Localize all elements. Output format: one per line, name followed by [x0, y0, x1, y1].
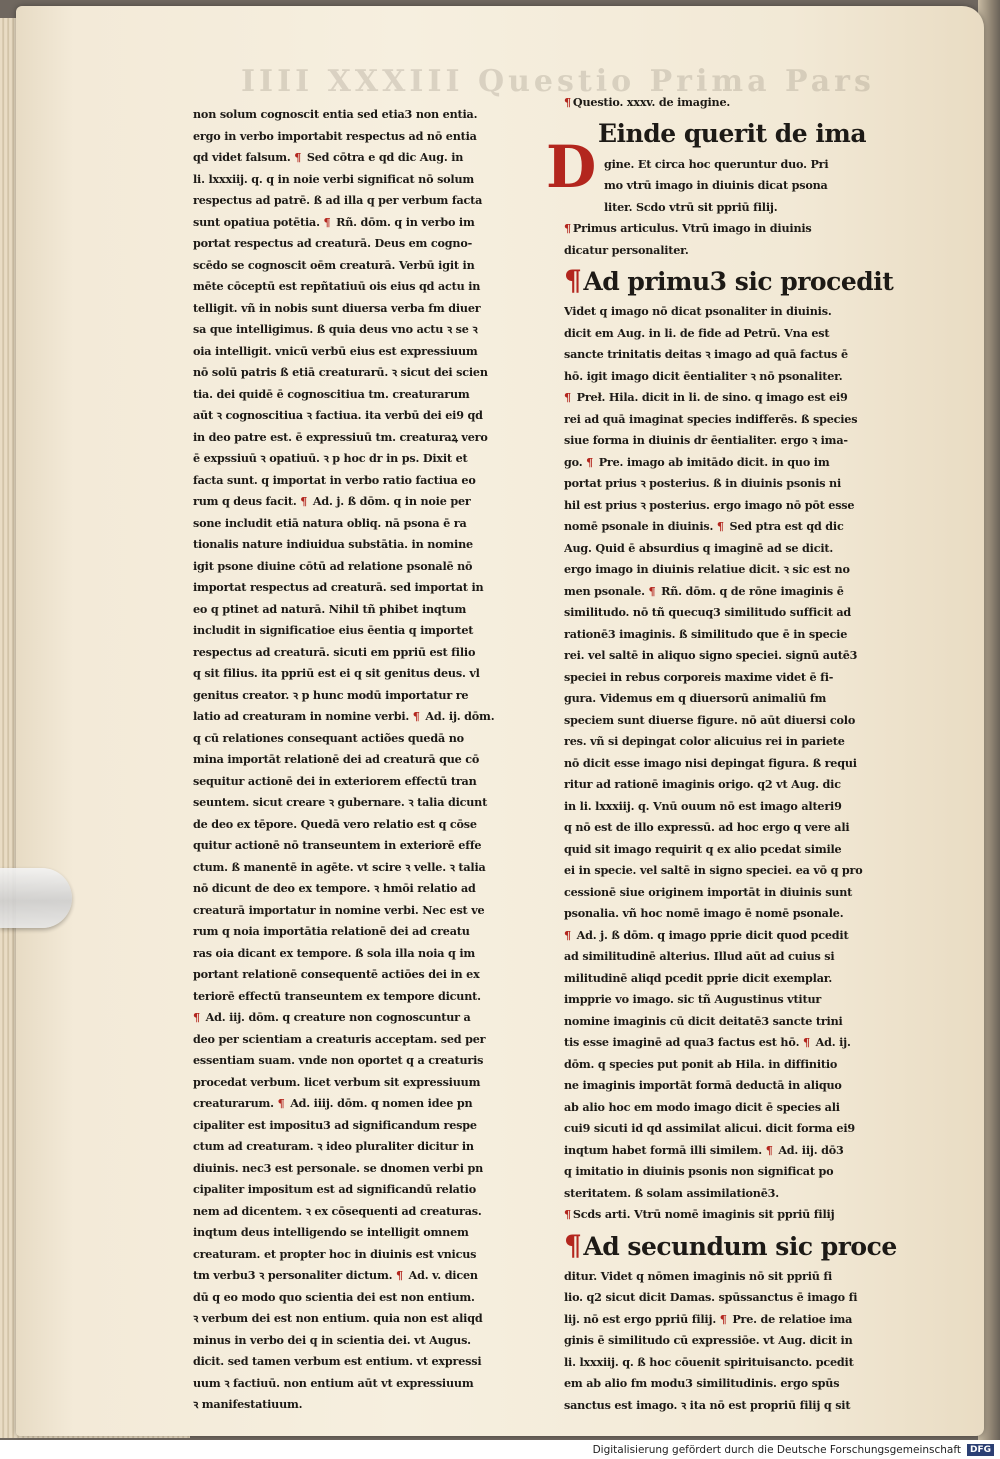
opening-block [546, 114, 912, 219]
text-line: mina importāt relationē dei ad creaturā que cō [193, 752, 480, 766]
paragraph-mark-icon: ¶ [716, 519, 724, 533]
text-line: tis esse imaginē ad qua3 factus est hō. ¶ Ad. ij. [564, 1035, 851, 1049]
text-line: q sit filius. ita ppriū est ei q sit genitus deus. vl [193, 666, 480, 680]
text-line: oia intelligit. vnicū verbū eius est expressiuum [193, 343, 478, 358]
text-line: rum q deus facit. ¶ Ad. j. ß dōm. q in noie per [193, 494, 471, 508]
text-line: hil est prius ꝛ posterius. ergo imago nō pōt esse [564, 497, 855, 512]
text-line: qd videt falsum. ¶ Sed cōtra e qd dic Aug. in [193, 150, 464, 164]
text-line: respectus ad patrē. ß ad illa q per verbum facta [193, 193, 483, 207]
text-line: ctum. ß manentē in agēte. vt scire ꝛ velle. ꝛ talia [193, 859, 486, 874]
text-line: mēte cōceptū est repñtatiuū ois eius qd actu in [193, 279, 481, 293]
text-line: nem ad dicentem. ꝛ ex cōsequenti ad creaturas. [193, 1203, 482, 1218]
text-line: ginis ē similitudo cū expressiōe. vt Aug. dicit in [564, 1333, 853, 1347]
text-line: facta sunt. q importat in verbo ratio factiua eo [193, 472, 476, 487]
text-line: scēdo se cognoscit oēm creaturā. Verbū igit in [193, 257, 475, 272]
text-line: ritur ad rationē imaginis origo. q2 vt Aug. dic [564, 777, 841, 791]
article-1-subtitle: dicatur personaliter. [564, 242, 689, 257]
text-line: ne imaginis importāt formā deductā in aliquo [564, 1078, 842, 1092]
text-line: essentiam suam. vnde non oportet q a creaturis [193, 1053, 484, 1067]
article-1-title: ¶ Primus articulus. Vtrū imago in diuinis [564, 221, 812, 235]
text-line: rei ad quā imaginat species indifferēs. ß species [564, 411, 858, 426]
paragraph-mark-icon: ¶ [802, 1035, 810, 1049]
text-line: dicit. sed tamen verbum est entium. vt expressi [193, 1354, 482, 1368]
paragraph-mark-icon: ¶ [300, 494, 308, 508]
text-line: de deo ex tēpore. Quedā vero relatio est q cōse [193, 816, 477, 831]
text-line: minus in verbo dei q in scientia dei. vt Augus. [193, 1332, 471, 1347]
text-line: hō. igit imago dicit ēentialiter ꝛ nō psonaliter. [564, 368, 843, 383]
text-line: rationē3 imaginis. ß similitudo que ē in specie [564, 626, 848, 641]
text-line: dōm. q species put ponit ab Hila. in diffinitio [564, 1056, 838, 1071]
text-line: speciem sunt diuerse figure. nō aūt diuersi colo [564, 712, 856, 727]
paragraph-mark-icon: ¶ [294, 150, 302, 164]
text-line: nomē psonale in diuinis. ¶ Sed ptra est qd dic [564, 519, 844, 533]
text-line: ras oia dicant ex tempore. ß sola illa noia q im [193, 945, 476, 960]
text-line: psonalia. vñ hoc nomē imago ē nomē psonale. [564, 906, 844, 920]
text-line: inqtum deus intelligendo se intelligit omnem [193, 1225, 469, 1239]
text-line: em ab alio fm modu3 similitudinis. ergo spūs [564, 1376, 840, 1390]
text-line: cipaliter est impositu3 ad significandum respe [193, 1117, 477, 1132]
text-line: cui9 sicuti id qd assimilat alicui. dicit forma ei9 [564, 1121, 855, 1135]
text-line: rum q noia importātia relationē dei ad creatu [193, 924, 470, 938]
text-line: in deo patre est. ē expressiuū tm. creaturaꝝ vero [193, 429, 488, 444]
paragraph-mark-icon: ¶ [412, 709, 420, 723]
text-line: ergo imago in diuinis relatiue dicit. ꝛ sic est no [564, 562, 850, 576]
red-initial-letter: D [546, 132, 597, 201]
right-text-column [546, 92, 912, 1416]
digitization-footer [0, 1440, 1000, 1459]
opening-heading: Einde querit de ima [598, 118, 867, 148]
text-line: dicit em Aug. in li. de fide ad Petrū. Vna est [564, 325, 830, 340]
text-line: portant relationē consequentē actiōes dei in ex [193, 967, 480, 981]
text-line: siue forma in diuinis dr ēentialiter. ergo ꝛ ima- [564, 433, 848, 447]
text-line: uum ꝛ factiuū. non entium aūt vt expressiuum [193, 1375, 474, 1390]
text-line: q nō est de illo expressū. ad hoc ergo q vere ali [564, 820, 850, 834]
text-line: telligit. vñ in nobis sunt diuersa verba fm diuer [193, 300, 481, 315]
text-line: includit in significatioe eius ēentia q importet [193, 623, 474, 637]
heading-ad-secundum: ¶Ad secundum sic proce [564, 1228, 897, 1262]
footer-text: Digitalisierung gefördert durch die Deutsche Forschungsgemeinschaft [592, 1443, 961, 1456]
text-line: creaturarum. ¶ Ad. iiij. dōm. q nomen idee pn [193, 1096, 473, 1110]
text-line: genitus creator. ꝛ p hunc modū importatur re [193, 687, 469, 702]
paragraph-mark-icon: ¶ [193, 1010, 200, 1024]
left-text-column [193, 104, 549, 1416]
paragraph-mark-icon: ¶ [323, 214, 331, 229]
text-line: sanctus est imago. ꝛ ita nō est propriū filij q sit [564, 1397, 851, 1412]
dfg-logo: DFG [967, 1444, 994, 1456]
text-line: nō dicit esse imago nisi depingat figura. ß requi [564, 755, 857, 770]
text-line: dū q eo modo quo scientia dei est non entium. [193, 1289, 475, 1304]
text-line: sequitur actionē dei in exteriorem effectū tran [193, 773, 477, 788]
text-line: sancte trinitatis deitas ꝛ imago ad quā factus ē [564, 347, 848, 361]
text-line: nō solū patris ß etiā creaturarū. ꝛ sicut dei scien [193, 365, 488, 379]
paragraph-mark-icon: ¶ [396, 1268, 403, 1282]
page-clip [0, 868, 72, 928]
text-line: q imitatio in diuinis psonis non significat po [564, 1164, 834, 1178]
text-line: Aug. Quid ē absurdius q imaginē ad se dicit. [564, 540, 834, 555]
text-line: gine. Et circa hoc queruntur duo. Pri [604, 156, 829, 171]
text-line: quitur actionē nō transeuntem in exteriorē effe [193, 838, 482, 852]
text-line: q cū relationes consequant actiões quedā no [193, 730, 464, 745]
text-line: go. ¶ Pre. imago ab imitādo dicit. in quo im [564, 454, 830, 469]
text-line: tia. dei quidē ē cognoscitiua tm. creaturarum [193, 386, 470, 401]
text-line: sone includit etiā natura obliq. nā psona ē ra [193, 515, 467, 530]
text-line: ¶ Ad. iij. dōm. q creature non cognoscuntur a [193, 1010, 471, 1024]
article-1-body [564, 301, 912, 1204]
article-2-body [564, 1266, 912, 1417]
text-line: inqtum habet formā illi similem. ¶ Ad. iij. dō3 [564, 1142, 844, 1157]
text-line: tm verbu3 ꝛ personaliter dictum. ¶ Ad. v. dicen [193, 1268, 478, 1282]
text-line: teriorē effectū transeuntem ex tempore dicunt. [193, 988, 481, 1003]
text-line: respectus ad creaturā. sicuti em ppriū est filio [193, 644, 476, 659]
text-line: importat respectus ad creaturā. sed importat in [193, 580, 484, 594]
text-line: li. lxxxiij. q. q in noie verbi significat nō solum [193, 171, 475, 186]
text-line: procedat verbum. licet verbum sit expressiuum [193, 1074, 481, 1089]
text-line: steritatem. ß solam assimilationē3. [564, 1185, 779, 1200]
text-line: latio ad creaturam in nomine verbi. ¶ Ad. ij. dōm. [193, 709, 495, 723]
text-line: liter. Scdo vtrū sit ppriū filij. [604, 199, 778, 214]
text-line: res. vñ si depingat color alicuius rei in pariete [564, 734, 845, 748]
text-line: cipaliter impositum est ad significandū relatio [193, 1182, 476, 1196]
text-line: ¶ Ad. j. ß dōm. q imago pprie dicit quod pcedit [564, 927, 849, 942]
text-line: ditur. Videt q nōmen imaginis nō sit ppriū fi [564, 1268, 833, 1283]
text-line: ꝛ verbum dei est non entium. quia non est aliqd [193, 1311, 483, 1325]
text-line: ꝛ manifestatiuum. [193, 1397, 303, 1411]
show-through-header: IIII XXXIII Questio Prima Pars [241, 64, 875, 99]
text-line: non solum cognoscit entia sed etia3 non entia. [193, 107, 478, 121]
text-line: creaturā importatur in nomine verbi. Nec est ve [193, 902, 485, 917]
text-line: lij. nō est ergo ppriū filij. ¶ Pre. de relatioe ima [564, 1311, 853, 1326]
opening-lines [564, 154, 912, 219]
text-line: deo per scientiam a creaturis acceptam. sed per [193, 1031, 486, 1046]
text-line: ergo in verbo importabit respectus ad nō entia [193, 128, 477, 143]
text-line: portat respectus ad creaturā. Deus em cogno- [193, 236, 473, 250]
text-line: sunt opatiua potētia. ¶ Rñ. dōm. q in verbo im [193, 214, 475, 229]
questio-title: ¶ Questio. xxxv. de imagine. [564, 95, 731, 109]
heading-ad-primum: ¶Ad primu3 sic procedit [564, 264, 894, 297]
text-line: tionalis nature indiuidua substātia. in nomine [193, 537, 473, 551]
text-line: ad similitudinē alterius. Illud aūt ad cuius si [564, 949, 835, 963]
text-line: aūt ꝛ cognoscitiua ꝛ factiua. ita verbū dei ei9 qd [193, 408, 483, 422]
text-line: ctum ad creaturam. ꝛ ideo pluraliter dicitur in [193, 1139, 474, 1153]
text-line: portat prius ꝛ posterius. ß in diuinis psonis ni [564, 476, 842, 490]
text-line: eo q ptinet ad naturā. Nihil tñ phibet inqtum [193, 601, 467, 616]
text-line: militudinē aliqd pcedit pprie dicit exemplar. [564, 970, 833, 985]
text-line: ei in specie. vel saltē in signo speciei. ea vō q pro [564, 863, 863, 877]
text-line: ¶ Preł. Hila. dicit in li. de sino. q imago est ei9 [564, 390, 848, 404]
text-line: creaturam. et propter hoc in diuinis est vnicus [193, 1246, 477, 1261]
text-line: nomine imaginis cū dicit deitatē3 sancte trini [564, 1013, 843, 1028]
text-line: speciei in rebus corporeis maxime videt ē fi- [564, 669, 834, 684]
text-line: diuinis. nec3 est personale. se dnomen verbi pn [193, 1160, 484, 1175]
paragraph-mark-icon: ¶ [277, 1096, 285, 1110]
text-line: similitudo. nō tñ quecuq3 similitudo sufficit ad [564, 605, 852, 619]
text-line: gura. Videmus em q diuersorū animaliū fm [564, 691, 827, 705]
paragraph-mark-icon: ¶ [719, 1311, 727, 1326]
paragraph-mark-icon: ¶ [564, 390, 571, 404]
paragraph-mark-icon: ¶ [765, 1142, 773, 1157]
text-line: lio. q2 sicut dicit Damas. spūssanctus ē imago fi [564, 1290, 858, 1304]
text-line: Videt q imago nō dicat psonaliter in diuinis. [564, 304, 832, 318]
text-line: ē expssiuū ꝛ opatiuū. ꝛ p hoc dr in ps. Dixit et [193, 451, 468, 465]
text-line: impprie vo imago. sic tñ Augustinus vtitur [564, 992, 822, 1006]
paragraph-mark-icon: ¶ [564, 927, 571, 942]
text-line: in li. lxxxiij. q. Vnū ouum nō est imago alteri9 [564, 798, 842, 813]
article-2-title: ¶ Scds arti. Vtrū nomē imaginis sit ppriū filij [564, 1207, 835, 1221]
paragraph-mark-icon: ¶ [586, 454, 593, 469]
text-line: igit psone diuine cōtū ad relatione psonalē nō [193, 558, 473, 573]
text-line: quid sit imago requirit q ex alio pcedat simile [564, 841, 842, 856]
text-line: seuntem. sicut creare ꝛ gubernare. ꝛ talia dicunt [193, 795, 488, 809]
text-line: nō dicunt de deo ex tempore. ꝛ hmōi relatio ad [193, 881, 476, 895]
text-line: men psonale. ¶ Rñ. dōm. q de rōne imaginis ē [564, 583, 844, 598]
text-line: mo vtrū imago in diuinis dicat psona [604, 178, 828, 192]
paragraph-mark-icon: ¶ [648, 583, 656, 598]
text-line: sa que intelligimus. ß quia deus vno actu ꝛ se ꝛ [193, 322, 478, 336]
text-line: cessionē siue originem importāt in diuinis sunt [564, 884, 853, 899]
text-line: li. lxxxiij. q. ß hoc cōuenit spirituisancto. pcedit [564, 1354, 854, 1369]
text-line: rei. vel saltē in aliquo signo speciei. signū autē3 [564, 648, 858, 662]
text-line: ab alio hoc em modo imago dicit ē species ali [564, 1099, 840, 1114]
